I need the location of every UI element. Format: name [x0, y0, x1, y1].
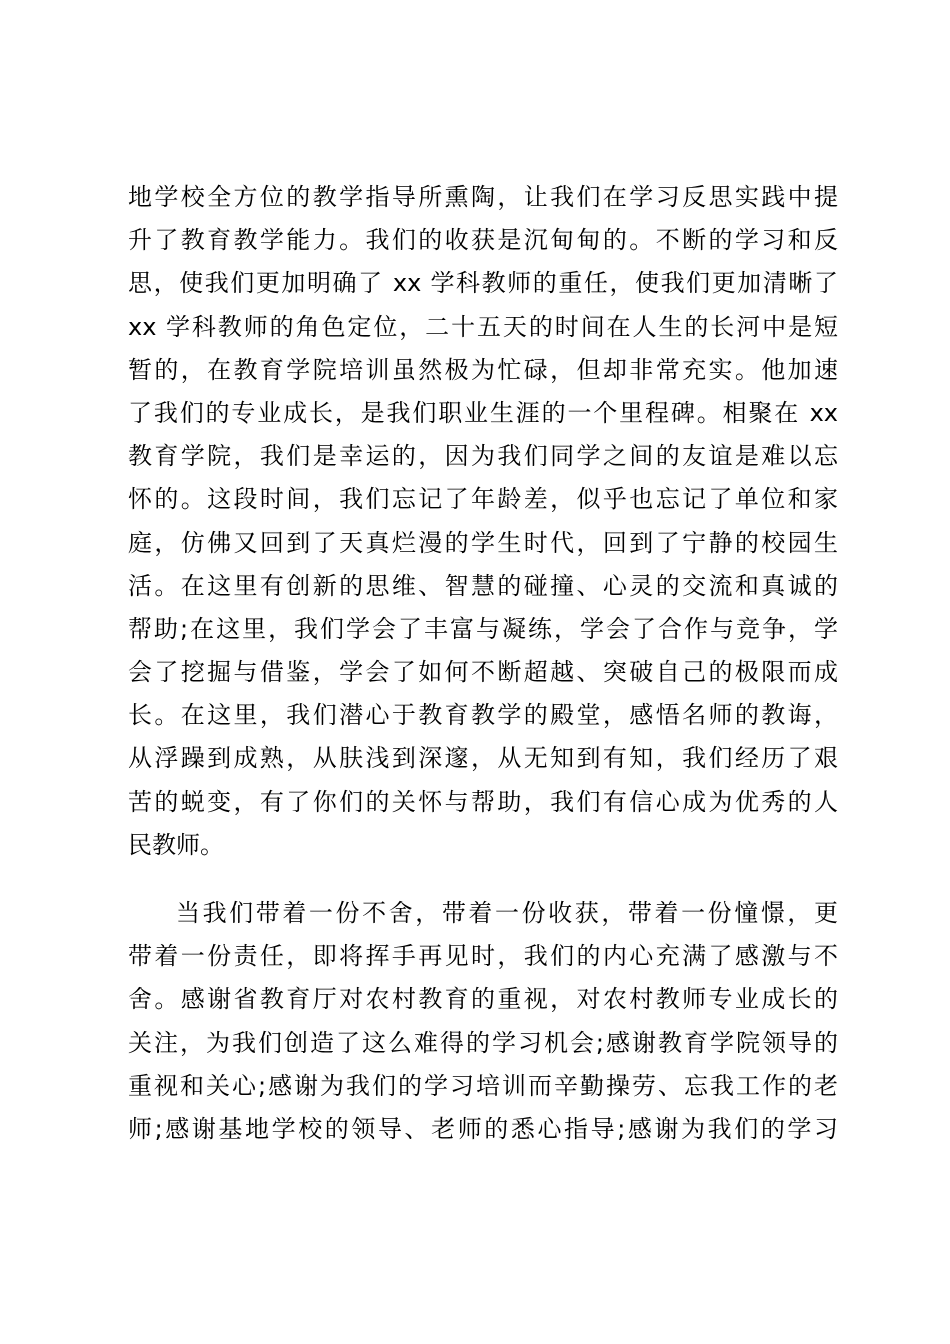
- paragraph-line: 苦的蜕变，有了你们的关怀与帮助，我们有信心成为优秀的人: [128, 787, 838, 816]
- paragraph-line: xx 学科教师的角色定位，二十五天的时间在人生的长河中是短: [128, 312, 838, 341]
- paragraph-line: 当我们带着一份不舍，带着一份收获，带着一份憧憬，更: [176, 899, 838, 927]
- paragraph-line: 长。在这里，我们潜心于教育教学的殿堂，感悟名师的教诲，: [128, 701, 838, 730]
- paragraph-line: 带着一份责任，即将挥手再见时，我们的内心充满了感激与不: [128, 942, 838, 971]
- paragraph-line: 地学校全方位的教学指导所熏陶，让我们在学习反思实践中提: [128, 183, 838, 211]
- paragraph-line: 怀的。这段时间，我们忘记了年龄差，似乎也忘记了单位和家: [128, 485, 838, 514]
- paragraph-line: 从浮躁到成熟，从肤浅到深邃，从无知到有知，我们经历了艰: [128, 744, 838, 773]
- paragraph-line: 重视和关心;感谢为我们的学习培训而辛勤操劳、忘我工作的老: [128, 1071, 838, 1100]
- paragraph-line: 关注，为我们创造了这么难得的学习机会;感谢教育学院领导的: [128, 1028, 838, 1057]
- paragraph-line: 升了教育教学能力。我们的收获是沉甸甸的。不断的学习和反: [128, 226, 838, 255]
- paragraph-line: 庭，仿佛又回到了天真烂漫的学生时代，回到了宁静的校园生: [128, 528, 838, 557]
- paragraph-line: 暂的，在教育学院培训虽然极为忙碌，但却非常充实。他加速: [128, 355, 838, 384]
- paragraph-line: 教育学院，我们是幸运的，因为我们同学之间的友谊是难以忘: [128, 442, 838, 471]
- paragraph-line: 师;感谢基地学校的领导、老师的悉心指导;感谢为我们的学习: [128, 1114, 838, 1143]
- paragraph-1: [128, 176, 838, 867]
- paragraph-line: 会了挖掘与借鉴，学会了如何不断超越、突破自己的极限而成: [128, 658, 838, 687]
- paragraph-2: [128, 892, 838, 1151]
- paragraph-line: 帮助;在这里，我们学会了丰富与凝练，学会了合作与竞争，学: [128, 614, 838, 643]
- paragraph-line: 了我们的专业成长，是我们职业生涯的一个里程碑。相聚在 xx: [128, 398, 838, 427]
- paragraph-line: 舍。感谢省教育厅对农村教育的重视，对农村教师专业成长的: [128, 985, 838, 1014]
- paragraph-line: 思，使我们更加明确了 xx 学科教师的重任，使我们更加清晰了: [128, 269, 838, 298]
- paragraph-line: 活。在这里有创新的思维、智慧的碰撞、心灵的交流和真诚的: [128, 571, 838, 600]
- paragraph-line: 民教师。: [128, 830, 224, 859]
